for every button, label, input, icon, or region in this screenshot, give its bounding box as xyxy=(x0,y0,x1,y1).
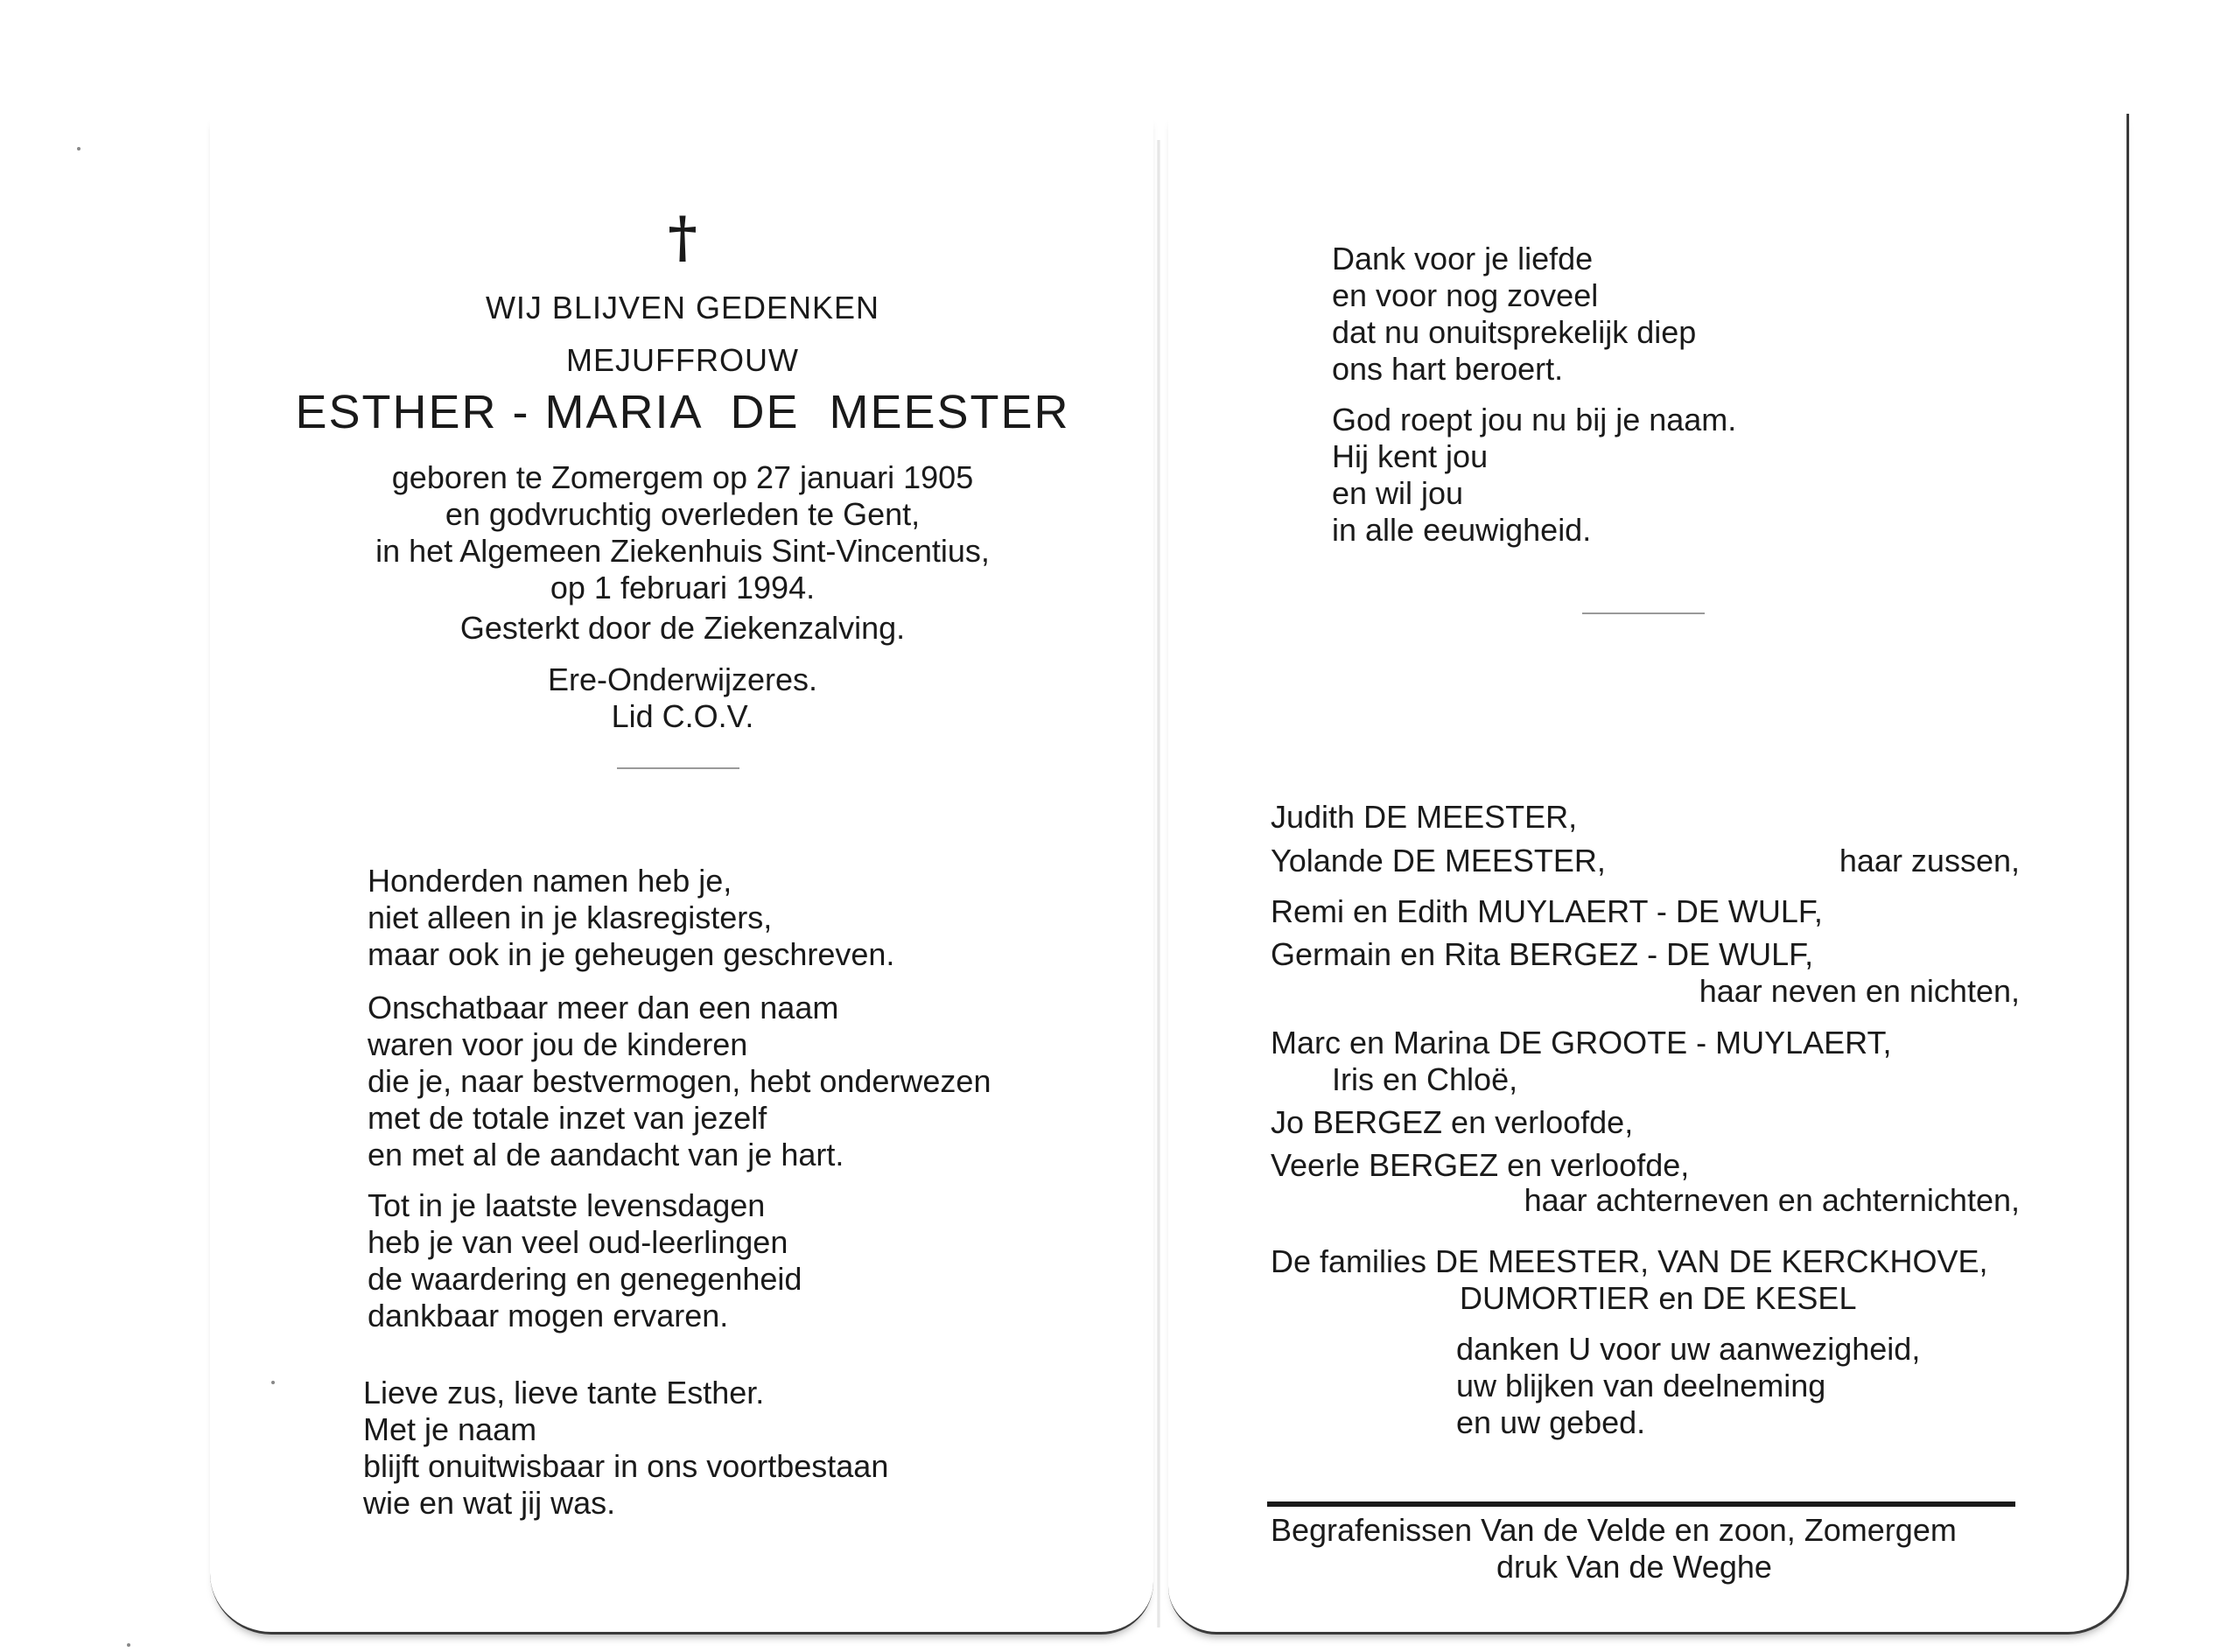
poem-line: de waardering en genegenheid xyxy=(368,1261,802,1297)
poem-line: en met al de aandacht van je hart. xyxy=(368,1137,844,1172)
thanks-line: uw blijken van deelneming xyxy=(1456,1368,1826,1404)
poem-line: in alle eeuwigheid. xyxy=(1332,512,1592,548)
thanks-line: en uw gebed. xyxy=(1456,1404,1646,1440)
poem-line: blijft onuitwisbaar in ons voortbestaan xyxy=(363,1448,889,1484)
poem-line: Tot in je laatste levensdagen xyxy=(368,1187,766,1223)
poem-line: waren voor jou de kinderen xyxy=(368,1026,748,1062)
second-cousin-name: Marc en Marina DE GROOTE - MUYLAERT, xyxy=(1271,1025,1892,1060)
heading-remember: WIJ BLIJVEN GEDENKEN xyxy=(485,290,880,326)
divider xyxy=(617,767,739,769)
poem-line: Dank voor je liefde xyxy=(1332,241,1594,276)
deceased-name: ESTHER - MARIA DE MEESTER xyxy=(295,386,1070,438)
poem-line: heb je van veel oud-leerlingen xyxy=(368,1224,788,1260)
divider xyxy=(1582,612,1705,614)
poem-line: met de totale inzet van jezelf xyxy=(368,1100,767,1136)
poem-line: Lieve zus, lieve tante Esther. xyxy=(363,1375,765,1410)
poem-stanza xyxy=(368,1187,802,1334)
poem-stanza xyxy=(363,1375,888,1522)
poem-line: en voor nog zoveel xyxy=(1332,277,1599,313)
cousin-name: Remi en Edith MUYLAERT - DE WULF, xyxy=(1271,893,1823,929)
right-poem-stanza xyxy=(1332,402,1736,549)
bio-line: geboren te Zomergem op 27 januari 1905 xyxy=(391,459,974,495)
poem-stanza xyxy=(368,863,894,973)
cross-icon: † xyxy=(668,205,697,270)
poem-stanza xyxy=(368,990,991,1173)
poem-line: Hij kent jou xyxy=(1332,438,1489,474)
poem-line: ons hart beroert. xyxy=(1332,351,1564,387)
second-cousin-name: Jo BERGEZ en verloofde, xyxy=(1271,1104,1634,1140)
speck xyxy=(271,1381,275,1384)
heading-title: MEJUFFROUW xyxy=(566,342,799,378)
poem-line: God roept jou nu bij je naam. xyxy=(1332,402,1737,438)
thanks-block xyxy=(1456,1331,1920,1441)
printer-line: druk Van de Weghe xyxy=(1496,1549,1772,1585)
speck xyxy=(77,147,81,150)
thanks-line: danken U voor uw aanwezigheid, xyxy=(1456,1331,1921,1367)
poem-line: en wil jou xyxy=(1332,475,1464,511)
cousins-relation: haar neven en nichten, xyxy=(1699,973,2020,1009)
sister-name: Yolande DE MEESTER, xyxy=(1271,843,1606,878)
poem-line: wie en wat jij was. xyxy=(363,1485,616,1521)
second-cousins-relation: haar achterneven en achternichten, xyxy=(1524,1182,2020,1218)
bio-block xyxy=(263,459,1103,606)
poem-line: Onschatbaar meer dan een naam xyxy=(368,990,839,1026)
bio-line: in het Algemeen Ziekenhuis Sint-Vincentius, xyxy=(375,533,990,569)
titles-block xyxy=(333,662,1033,735)
undertaker-line: Begrafenissen Van de Velde en zoon, Zomergem xyxy=(1271,1512,1957,1548)
second-cousin-name: Veerle BERGEZ en verloofde, xyxy=(1271,1147,1690,1183)
poem-line: niet alleen in je klasregisters, xyxy=(368,900,773,935)
poem-line: dat nu onuitsprekelijk diep xyxy=(1332,314,1697,350)
second-cousin-name: Iris en Chloë, xyxy=(1332,1061,1518,1097)
bio-line: en godvruchtig overleden te Gent, xyxy=(445,496,921,532)
bio-line: op 1 februari 1994. xyxy=(550,570,816,606)
poem-line: maar ook in je geheugen geschreven. xyxy=(368,936,895,972)
footer-rule xyxy=(1267,1502,2015,1507)
speck xyxy=(127,1643,130,1647)
card-fold xyxy=(1157,140,1160,1628)
sister-name: Judith DE MEESTER, xyxy=(1271,799,1578,835)
sacrament-line: Gesterkt door de Ziekenzalving. xyxy=(459,610,906,646)
families-line: De families DE MEESTER, VAN DE KERCKHOVE, xyxy=(1271,1243,1988,1279)
title-line: Ere-Onderwijzeres. xyxy=(547,662,818,697)
right-poem-stanza xyxy=(1332,241,1696,388)
poem-line: Honderden namen heb je, xyxy=(368,863,732,899)
poem-line: dankbaar mogen ervaren. xyxy=(368,1298,729,1334)
cousin-name: Germain en Rita BERGEZ - DE WULF, xyxy=(1271,936,1814,972)
poem-line: Met je naam xyxy=(363,1411,537,1447)
families-line: DUMORTIER en DE KESEL xyxy=(1460,1280,1857,1316)
title-line: Lid C.O.V. xyxy=(611,698,754,734)
poem-line: die je, naar bestvermogen, hebt onderwezen xyxy=(368,1063,991,1099)
sisters-relation: haar zussen, xyxy=(1839,843,2020,878)
